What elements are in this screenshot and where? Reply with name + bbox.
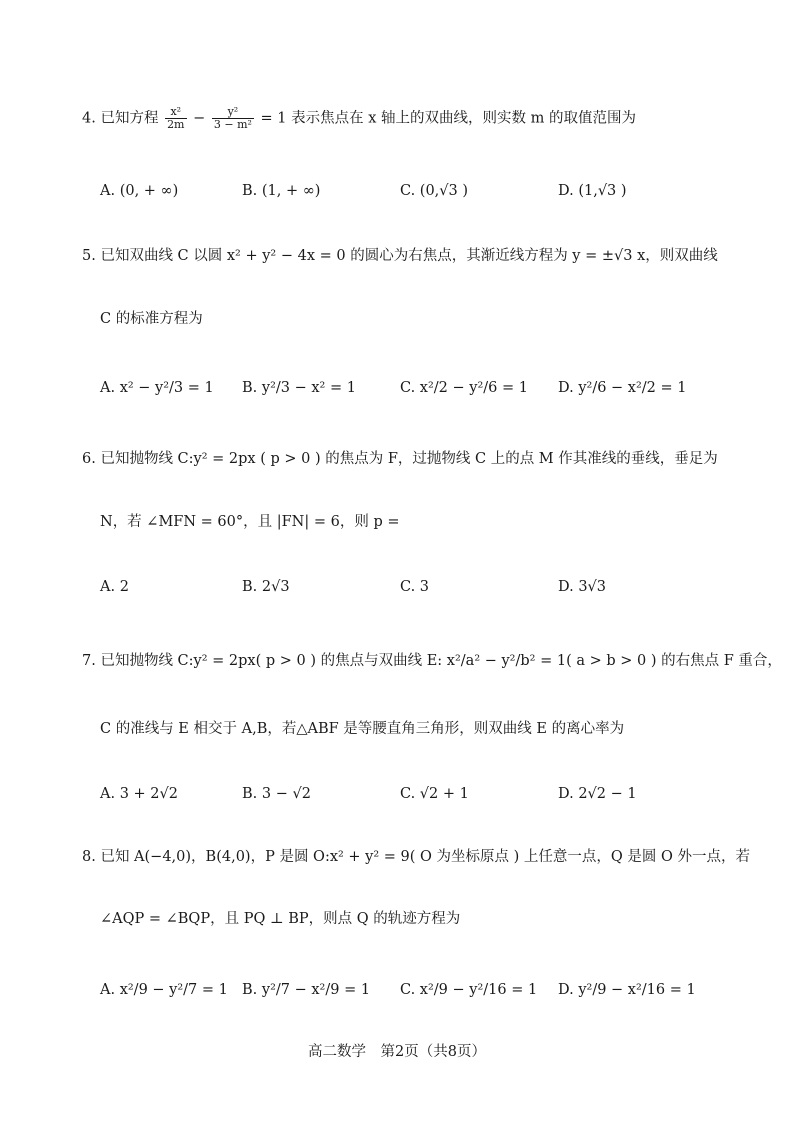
q5-option-b[interactable]: B. y²/3 − x² = 1 (242, 380, 356, 396)
q4-fraction-2 (212, 106, 254, 131)
q5-option-d[interactable]: D. y²/6 − x²/2 = 1 (558, 380, 687, 396)
q4-option-b[interactable]: B. (1, + ∞) (242, 183, 321, 199)
q5-stem-line-1: 5. 已知双曲线 C 以圆 x² + y² − 4x = 0 的圆心为右焦点，其渐近线方程为 y = ±√3 x，则双曲线 (82, 248, 718, 264)
q7-stem-line-1: 7. 已知抛物线 C:y² = 2px( p > 0 ) 的焦点与双曲线 E: x²/a² − y²/b² = 1( a > b > 0 ) 的右焦点 F 重合， (82, 653, 782, 669)
q6-stem-line-2: N，若 ∠MFN = 60°，且 |FN| = 6，则 p = (100, 514, 400, 530)
q4-fraction-1-denominator: 2m (167, 118, 185, 132)
q6-option-a[interactable]: A. 2 (100, 579, 129, 595)
q4-fraction-2-denominator: 3 − m² (213, 118, 252, 132)
q7-option-d[interactable]: D. 2√2 − 1 (558, 786, 637, 802)
q6-option-c[interactable]: C. 3 (400, 579, 430, 595)
q8-option-b[interactable]: B. y²/7 − x²/9 = 1 (242, 982, 371, 998)
q4-option-c[interactable]: C. (0,√3 ) (400, 183, 469, 199)
q6-option-d[interactable]: D. 3√3 (558, 579, 607, 595)
q5-stem-line-2: C 的标准方程为 (100, 311, 203, 327)
q4-suffix: = 1 表示焦点在 x 轴上的双曲线，则实数 m 的取值范围为 (260, 110, 637, 127)
q8-stem-line-2: ∠AQP = ∠BQP，且 PQ ⊥ BP，则点 Q 的轨迹方程为 (100, 911, 461, 927)
q4-fraction-2-numerator: y² (212, 106, 254, 119)
q8-stem-line-1: 8. 已知 A(−4,0)，B(4,0)，P 是圆 O:x² + y² = 9( O 为坐标原点 ) 上任意一点，Q 是圆 O 外一点，若 (82, 849, 751, 865)
q4-fraction-1-numerator: x² (165, 106, 186, 119)
q4-option-d[interactable]: D. (1,√3 ) (558, 183, 627, 199)
page-footer: 高二数学 第2页（共8页） (308, 1044, 486, 1060)
q4-prefix: 4. 已知方程 (82, 110, 159, 127)
q7-option-c[interactable]: C. √2 + 1 (400, 786, 469, 802)
q8-option-c[interactable]: C. x²/9 − y²/16 = 1 (400, 982, 538, 998)
q4-stem (82, 106, 636, 131)
q6-option-b[interactable]: B. 2√3 (242, 579, 290, 595)
q6-stem-line-1: 6. 已知抛物线 C:y² = 2px ( p > 0 ) 的焦点为 F，过抛物线 C 上的点 M 作其准线的垂线，垂足为 (82, 451, 718, 467)
q5-option-c[interactable]: C. x²/2 − y²/6 = 1 (400, 380, 528, 396)
q8-option-d[interactable]: D. y²/9 − x²/16 = 1 (558, 982, 696, 998)
q7-option-a[interactable]: A. 3 + 2√2 (100, 786, 178, 802)
q4-minus: − (193, 110, 206, 127)
q5-option-a[interactable]: A. x² − y²/3 = 1 (100, 380, 214, 396)
q4-option-a[interactable]: A. (0, + ∞) (100, 183, 179, 199)
q7-stem-line-2: C 的准线与 E 相交于 A,B，若△ABF 是等腰直角三角形，则双曲线 E 的离心率为 (100, 721, 625, 737)
q7-option-b[interactable]: B. 3 − √2 (242, 786, 311, 802)
q8-option-a[interactable]: A. x²/9 − y²/7 = 1 (100, 982, 228, 998)
q4-fraction-1 (165, 106, 186, 131)
